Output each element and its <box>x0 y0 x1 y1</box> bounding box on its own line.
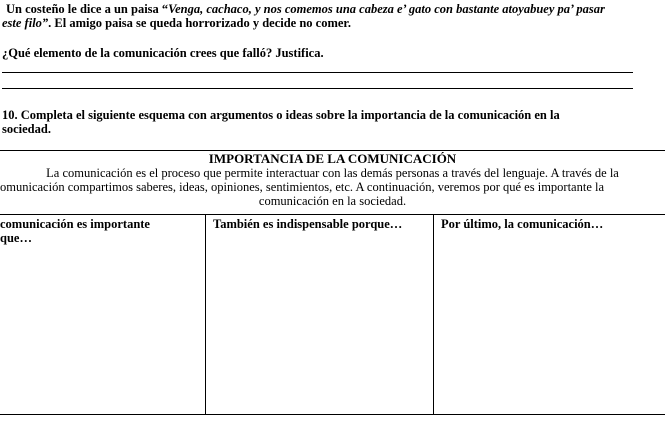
table-title: IMPORTANCIA DE LA COMUNICACIÓN <box>208 151 457 166</box>
column-divider-1 <box>205 214 206 414</box>
task-10-line-2: sociedad. <box>2 122 51 136</box>
answer-line-1[interactable] <box>2 72 633 73</box>
scenario-line-1 <box>6 2 605 16</box>
table-intro-line-3: comunicación en la sociedad. <box>258 194 407 208</box>
column-3-answer-area[interactable] <box>435 246 663 412</box>
column-2-answer-area[interactable] <box>207 246 432 412</box>
task-10-line-1: 10. Completa el siguiente esquema con argumentos o ideas sobre la importancia de la comunicación en la <box>2 108 560 122</box>
table-header-border <box>0 214 665 215</box>
scenario-quote-part-2: este filo” <box>2 16 49 30</box>
scenario-suffix: . El amigo paisa se queda horrorizado y decide no comer. <box>48 16 351 30</box>
column-1-header-line-2: que… <box>0 231 32 245</box>
answer-line-2[interactable] <box>2 88 633 89</box>
question-text: ¿Qué elemento de la comunicación crees que falló? Justifica. <box>2 46 324 60</box>
column-3-header: Por último, la comunicación… <box>441 217 604 231</box>
scenario-line-2 <box>2 16 351 30</box>
table-intro-line-1: La comunicación es el proceso que permite interactuar con las demás personas a través del lenguaje. A través de la <box>46 166 619 180</box>
table-bottom-border <box>0 414 665 415</box>
column-divider-2 <box>433 214 434 414</box>
column-1-answer-area[interactable] <box>0 246 204 412</box>
scenario-quote-part-1: Venga, cachaco, y nos comemos una cabeza e’ gato con bastante atoyabuey pa’ pasar <box>168 2 605 16</box>
table-intro-line-2: omunicación compartimos saberes, ideas, opiniones, sentimientos, etc. A continuación, veremos por qué es importante la <box>0 180 605 194</box>
column-1-header-line-1: comunicación es importante <box>0 217 150 231</box>
column-2-header: También es indispensable porque… <box>213 217 403 231</box>
scenario-prefix: Un costeño le dice a un paisa “ <box>6 2 169 16</box>
